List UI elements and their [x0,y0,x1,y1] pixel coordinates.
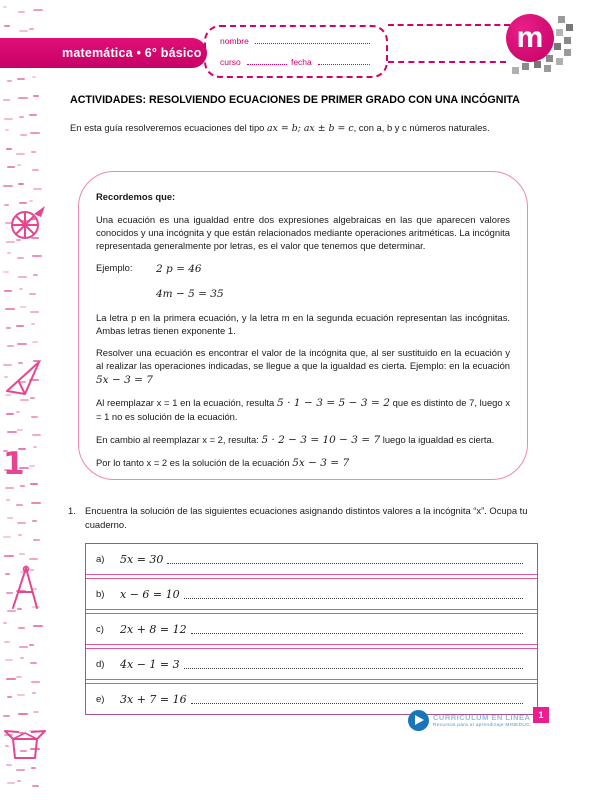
subst2-pre: En cambio al reemplazar x = 2, resulta: [96,433,262,445]
answer-dotted-line [191,703,523,704]
conclusion-pre: Por lo tanto x = 2 es la solución de la ecuación [96,457,293,469]
item-label: c) [96,623,104,635]
math-logo [506,12,572,76]
paper-plane-doodle-icon [4,357,42,402]
date-field-line [318,64,370,65]
wheel-doodle-icon [8,203,46,248]
intro-paragraph [70,121,542,136]
recall-box [78,171,528,480]
answer-dotted-line [184,668,523,669]
name-field-line [255,43,370,44]
dashed-connector-bottom [388,61,506,63]
item-label: e) [96,693,105,705]
example-equations [156,262,224,302]
item-equation: 3x + 7 = 16 [120,692,187,706]
solve-text: Resolver una ecuación es encontrar el valor de la incógnita que, al ser sustituido en la ecuación y al realizar las operaciones indicadas, se llegue a que la igualdad es cierta. Ejemplo: en la ecuación [96,346,510,371]
answer-dotted-line [167,563,523,564]
recall-conclusion [96,456,510,470]
open-box-doodle-icon [3,722,47,769]
example-label: Ejemplo: [96,261,133,273]
item-equation: 5x = 30 [120,552,164,566]
recall-definition: Una ecuación es una igualdad entre dos expresiones algebraicas en las que aparecen valores conocidos y una incógnita y que están relacionados mediante operaciones aritméticas. La incógnita representada generalmente por letras, es el valor que tenemos que determinar. [96,213,510,251]
intro-text-post: , con a, b y c números naturales. [353,122,490,133]
recall-solve-explanation [96,347,510,387]
class-date-row [220,57,374,67]
play-circle-icon [408,710,429,731]
item-label: d) [96,658,105,670]
intro-equations: ax = b; ax ± b = c [267,123,354,134]
table-row [86,648,537,680]
item-equation: 4x − 1 = 3 [120,657,180,671]
date-field-label: fecha [290,57,312,67]
intro-text-pre: En esta guía resolveremos ecuaciones del tipo [70,122,267,133]
recall-example [96,262,510,302]
page-title: ACTIVIDADES: RESOLVIENDO ECUACIONES DE PRIMER GRADO CON UNA INCÓGNITA [70,94,520,106]
table-row [86,544,537,575]
example-equation-1: 2 p = 46 [156,262,202,275]
conclusion-math: 5x − 3 = 7 [292,457,350,470]
recall-substitution-2 [96,433,510,447]
answer-dotted-line [191,633,523,634]
class-field-line [247,64,287,65]
page-number-badge: 1 [533,707,549,723]
subst2-math: 5 · 2 − 3 = 10 − 3 = 7 [261,433,381,446]
example-equation-2: 4m − 5 = 35 [156,288,224,301]
math-logo-letter: m [506,14,554,62]
exercise-heading [68,504,544,531]
table-row [86,578,537,610]
name-field-label: nombre [220,36,249,46]
margin-numeral: 1 [3,446,25,482]
recall-letters-note: La letra p en la primera ecuación, y la letra m en la segunda ecuación representan las incógnitas. Ambas letras tienen exponente 1. [96,311,510,336]
answer-dotted-line [184,598,523,599]
recall-heading: Recordemos que: [96,191,176,202]
subst1-post: que es distinto de 7, luego x = 1 no es solución de la ecuación. [96,397,511,422]
exercise-prompt: Encuentra la solución de las siguientes ecuaciones asignando distintos valores a la incógnita “x”. Ocupa tu cuaderno. [85,505,528,530]
subject-banner-label: matemática • 6° básico [62,46,202,60]
exercise-table [85,543,538,715]
subst2-post: luego la igualdad es cierta. [380,433,495,445]
recall-substitution-1 [96,396,510,423]
item-equation: x − 6 = 10 [120,587,180,601]
solve-equation: 5x − 3 = 7 [96,373,153,386]
item-label: a) [96,553,105,565]
compass-doodle-icon [8,563,42,616]
subst1-math: 5 · 1 − 3 = 5 − 3 = 2 [276,397,390,410]
curriculum-logo-subtitle: Recursos para el aprendizaje MINEDUC [433,723,530,728]
curriculum-logo [408,710,530,731]
item-label: b) [96,588,105,600]
class-field-label: curso [220,57,241,67]
subject-banner [0,38,207,68]
student-info-box [204,25,388,78]
dashed-connector-top [388,24,510,26]
name-field-row [220,36,374,46]
table-row [86,613,537,645]
subst1-pre: Al reemplazar x = 1 en la ecuación, resulta [96,397,277,409]
curriculum-logo-title: CURRÍCULUM EN LÍNEA [433,713,531,722]
exercise-number: 1. [68,505,76,516]
item-equation: 2x + 8 = 12 [120,622,187,636]
